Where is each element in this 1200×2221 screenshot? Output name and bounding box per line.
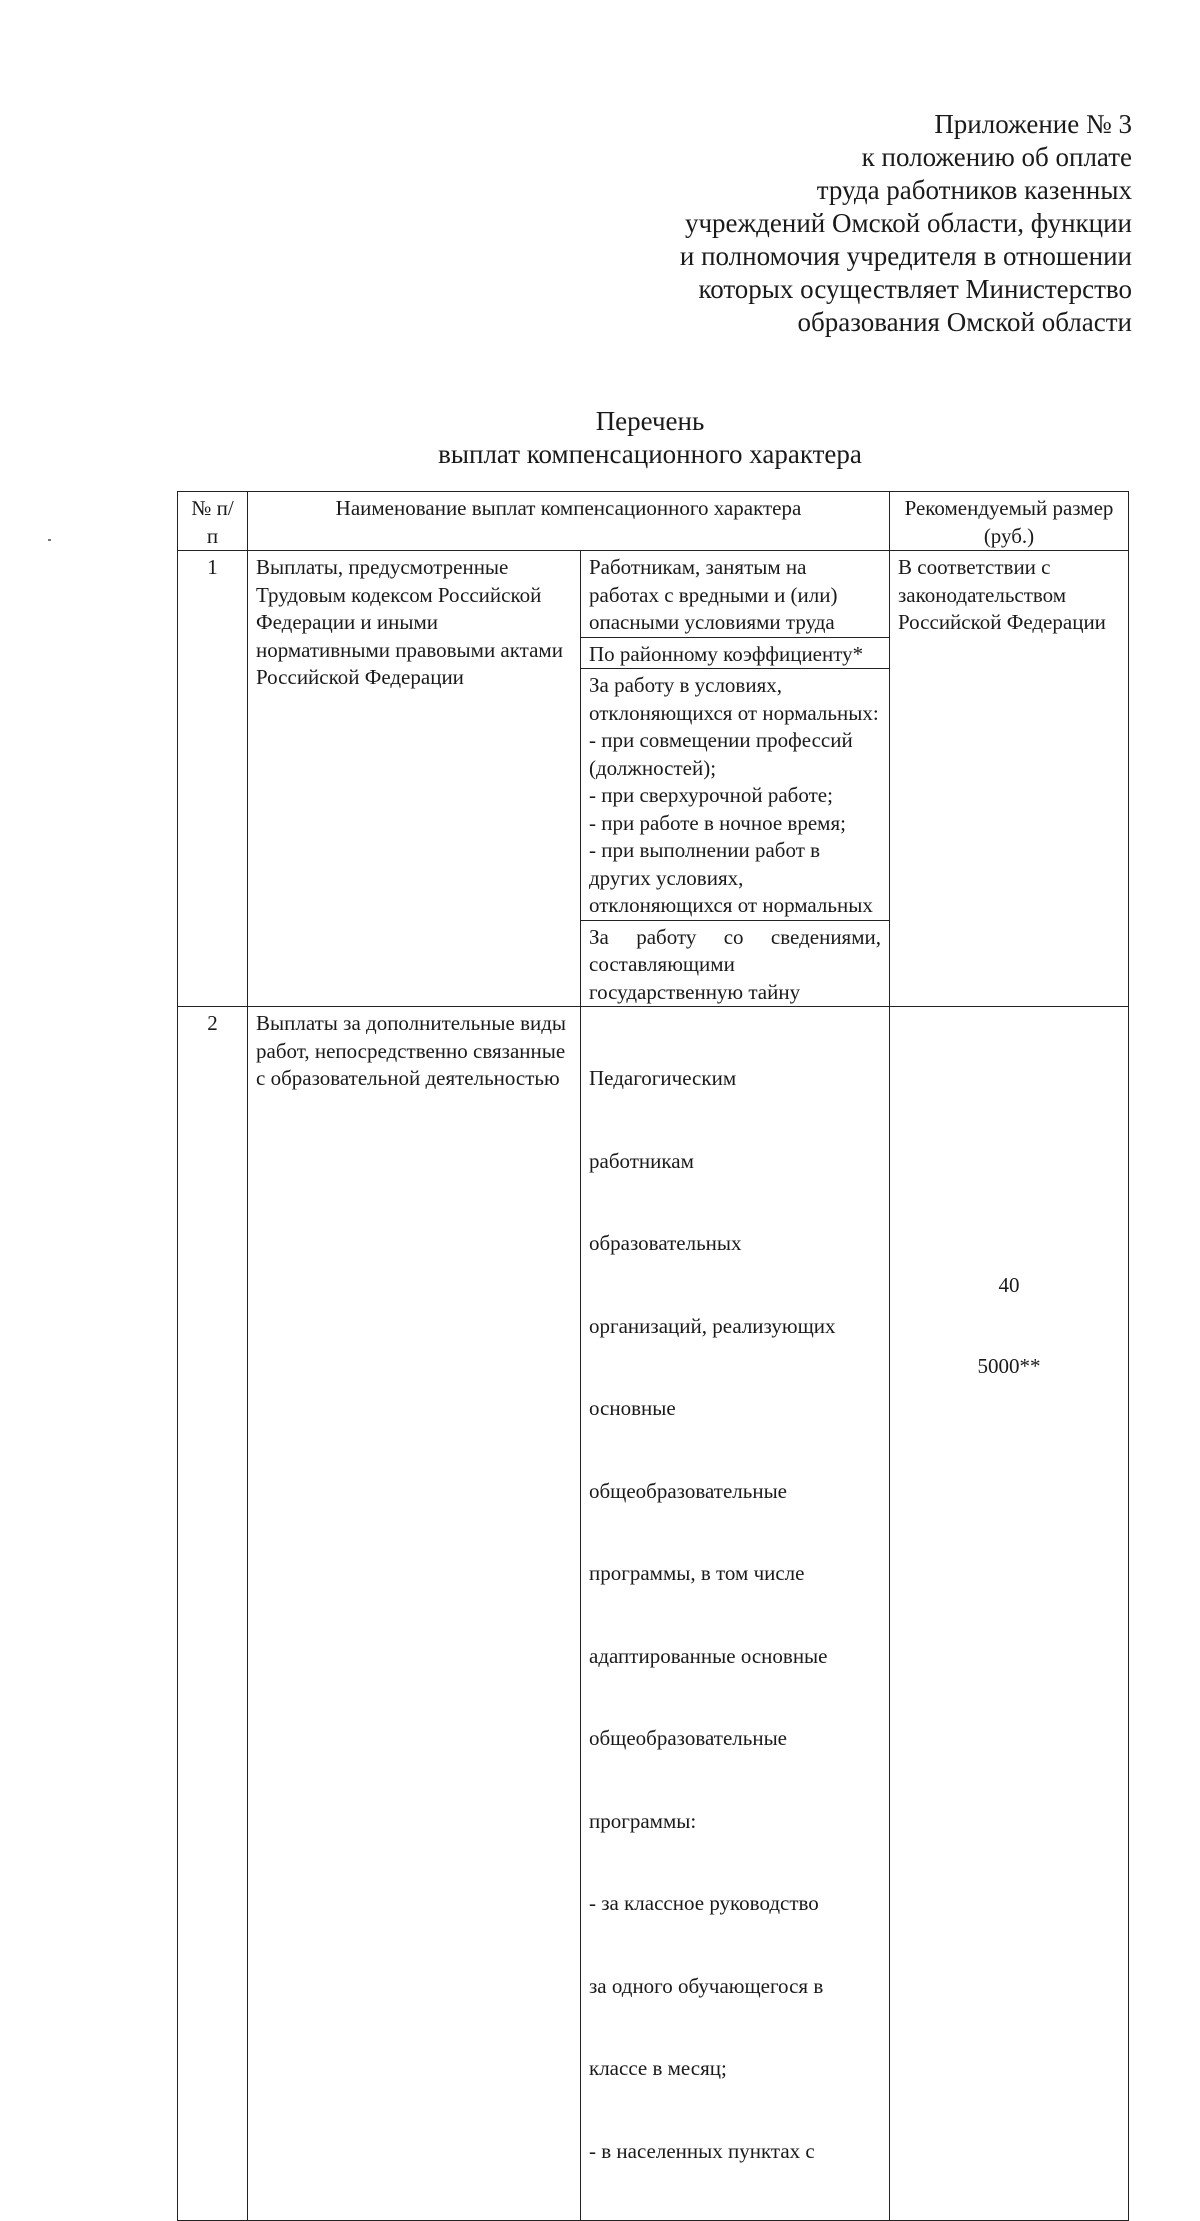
table-header-row [178, 492, 1129, 551]
subtype-line: основные [589, 1396, 676, 1420]
scan-speck [48, 539, 51, 541]
subtype-line: программы, в том числе [589, 1561, 805, 1585]
payment-subtype: За работу со сведениями, составляющими государственную тайну [581, 920, 890, 1007]
row-number: 1 [178, 551, 248, 1007]
recommended-size: В соответствии с законодательством Российской Федерации [890, 551, 1129, 1007]
payment-subtype: Работникам, занятым на работах с вредными и (или) опасными условиями труда [581, 551, 890, 638]
recommended-size [890, 1007, 1129, 2221]
appendix-line: учреждений Омской области, функции [684, 208, 1132, 238]
appendix-header [572, 108, 1132, 339]
document-title [330, 405, 970, 471]
payment-name: Выплаты за дополнительные виды работ, непосредственно связанные с образовательной деятельностью [248, 1007, 581, 2221]
subtype-line: Педагогическим [589, 1066, 737, 1090]
header-payment-name: Наименование выплат компенсационного характера [248, 492, 890, 551]
payment-subtype [581, 1007, 890, 2221]
table-row [178, 1007, 1129, 2221]
subtype-line: - в населенных пунктах с [589, 2138, 815, 2163]
payment-subtype: По районному коэффициенту* [581, 637, 890, 669]
subtype-line: классе в месяц; [589, 2056, 727, 2080]
appendix-line: которых осуществляет Министерство [698, 274, 1132, 304]
header-recommended-size: Рекомендуемый размер (руб.) [890, 492, 1129, 551]
title-line-1: Перечень [595, 406, 705, 436]
payment-subtype: За работу в условиях, отклоняющихся от нормальных: - при совмещении профессий (должностей); - при сверхурочной работе; - при работе в ночное время; - при выполнении работ в других условиях, отклоняющихся от нормальных [581, 669, 890, 921]
table-row [178, 551, 1129, 638]
subtype-line: организаций, реализующих [589, 1313, 836, 1338]
appendix-line: образования Омской области [797, 307, 1132, 337]
appendix-line: Приложение № 3 [934, 109, 1132, 139]
subtype-line: общеобразовательные [589, 1478, 787, 1503]
subtype-line: - за классное руководство [589, 1891, 819, 1915]
payment-name: Выплаты, предусмотренные Трудовым кодексом Российской Федерации и иными нормативными правовыми актами Российской Федерации [248, 551, 581, 1007]
subtype-line: общеобразовательные [589, 1726, 787, 1750]
subtype-line: работникам [589, 1148, 694, 1173]
size-value-settlements: 5000** [977, 1353, 1041, 1378]
appendix-line: к положению об оплате [861, 142, 1132, 172]
row-number: 2 [178, 1007, 248, 2221]
size-value-class-guidance: 40 [998, 1273, 1020, 1297]
subtype-line: программы: [589, 1808, 697, 1833]
appendix-line: труда работников казенных [816, 175, 1132, 205]
header-number: № п/п [178, 492, 248, 551]
title-line-2: выплат компенсационного характера [438, 439, 862, 469]
appendix-line: и полномочия учредителя в отношении [679, 241, 1132, 271]
subtype-line: за одного обучающегося в [589, 1973, 824, 1998]
payments-table [177, 491, 1129, 2221]
subtype-line: образовательных [589, 1231, 742, 1255]
subtype-line: адаптированные основные [589, 1643, 828, 1668]
